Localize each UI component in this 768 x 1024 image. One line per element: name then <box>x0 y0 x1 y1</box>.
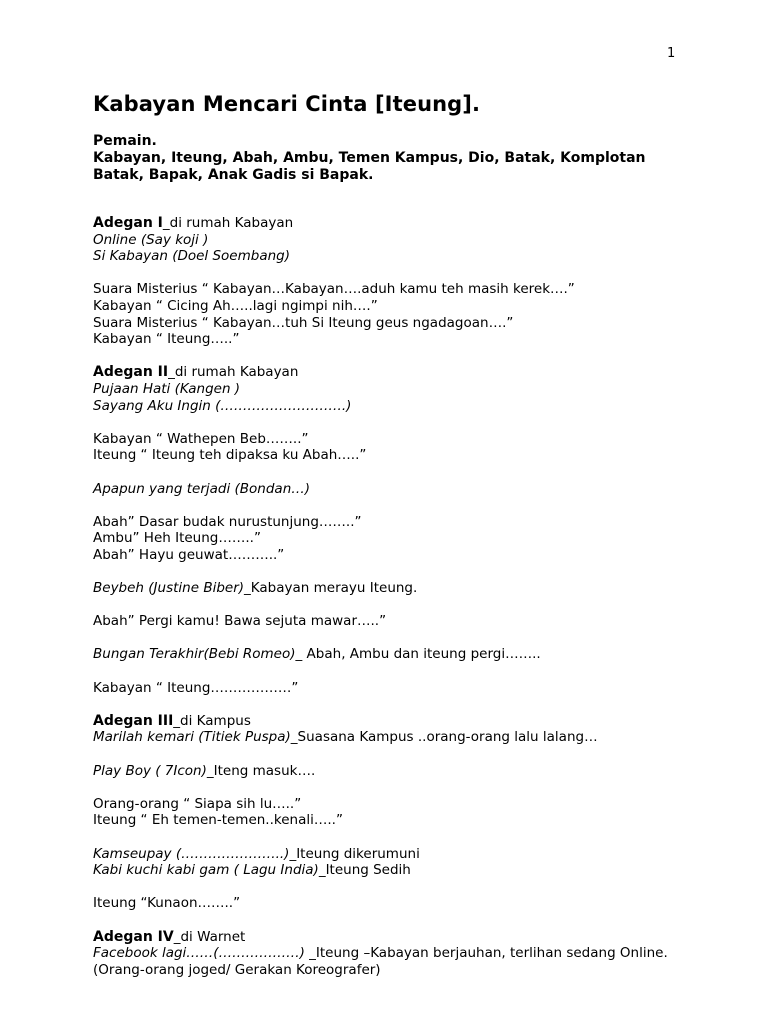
song-action-line: Bungan Terakhir(Bebi Romeo)_ Abah, Ambu dan iteung pergi…….. <box>93 646 541 663</box>
dialogue-line: Kabayan “ Iteung…..” <box>93 331 240 348</box>
song-title: Si Kabayan (Doel Soembang) <box>93 248 290 265</box>
song-title: Pujaan Hati (Kangen ) <box>93 380 241 397</box>
dialogue-line: Kabayan “ Cicing Ah…..lagi ngimpi nih….” <box>93 297 378 314</box>
scene-location: _di rumah Kabayan <box>168 364 299 381</box>
song-action-line: Kabi kuchi kabi gam ( Lagu India)_Iteung Sedih <box>93 862 411 879</box>
song-action-line: Play Boy ( 7Icon)_Iteng masuk…. <box>93 762 316 779</box>
song-action-line: Facebook lagi……(………………) _Iteung –Kabayan berjauhan, terlihan sedang Online. (Orang-orang joged/ Gerakan Koreografer) <box>93 945 668 978</box>
script-body <box>93 215 693 978</box>
song-title: Online (Say koji ) <box>93 231 209 248</box>
dialogue-line: Iteung “ Iteung teh dipaksa ku Abah…..” <box>93 447 367 464</box>
page-number: 1 <box>667 46 676 61</box>
dialogue-line: Orang-orang “ Siapa sih lu…..” <box>93 795 302 812</box>
cast-heading: Pemain. <box>93 133 157 149</box>
scene-3-header <box>93 713 693 730</box>
scene-location: _di rumah Kabayan <box>162 215 294 231</box>
scene-heading: Adegan II <box>93 364 169 381</box>
song-title: Apapun yang terjadi (Bondan…) <box>93 480 311 497</box>
document-title: Kabayan Mencari Cinta [Iteung]. <box>93 92 481 116</box>
dialogue-line: Abah” Hayu geuwat………..” <box>93 546 285 563</box>
dialogue-line: Ambu” Heh Iteung……..” <box>93 530 261 547</box>
scene-location: _di Kampus <box>173 712 251 729</box>
dialogue-line: Iteung “Kunaon……..” <box>93 895 241 912</box>
scene-heading: Adegan I <box>93 215 163 231</box>
scene-heading: Adegan IV <box>93 928 174 945</box>
dialogue-line: Kabayan “ Iteung………………” <box>93 679 299 696</box>
dialogue-line: Iteung “ Eh temen-temen..kenali…..” <box>93 812 343 829</box>
dialogue-line: Suara Misterius “ Kabayan…tuh Si Iteung geus ngadagoan….” <box>93 314 514 331</box>
song-title: Sayang Aku Ingin (……………………….) <box>93 397 352 414</box>
dialogue-line: Abah” Pergi kamu! Bawa sejuta mawar…..” <box>93 613 387 630</box>
scene-heading: Adegan III <box>93 712 174 729</box>
scene-2-header <box>93 364 693 381</box>
song-action-line: Marilah kemari (Titiek Puspa)_Suasana Kampus ..orang-orang lalu lalang… <box>93 729 598 746</box>
scene-4-header <box>93 929 693 946</box>
cast-section <box>93 133 693 184</box>
song-action-line: Beybeh (Justine Biber)_Kabayan merayu Iteung. <box>93 580 418 597</box>
song-action-line: Kamseupay (…………………..)_Iteung dikerumuni <box>93 845 420 862</box>
dialogue-line: Suara Misterius “ Kabayan…Kabayan….aduh kamu teh masih kerek….” <box>93 281 575 298</box>
cast-list: Kabayan, Iteung, Abah, Ambu, Temen Kampus, Dio, Batak, Komplotan Batak, Bapak, Anak Gadis si Bapak. <box>93 150 646 183</box>
dialogue-line: Abah” Dasar budak nurustunjung……..” <box>93 513 362 530</box>
scene-location: _di Warnet <box>173 928 246 945</box>
scene-1-header <box>93 215 693 232</box>
dialogue-line: Kabayan “ Wathepen Beb……..” <box>93 430 309 447</box>
